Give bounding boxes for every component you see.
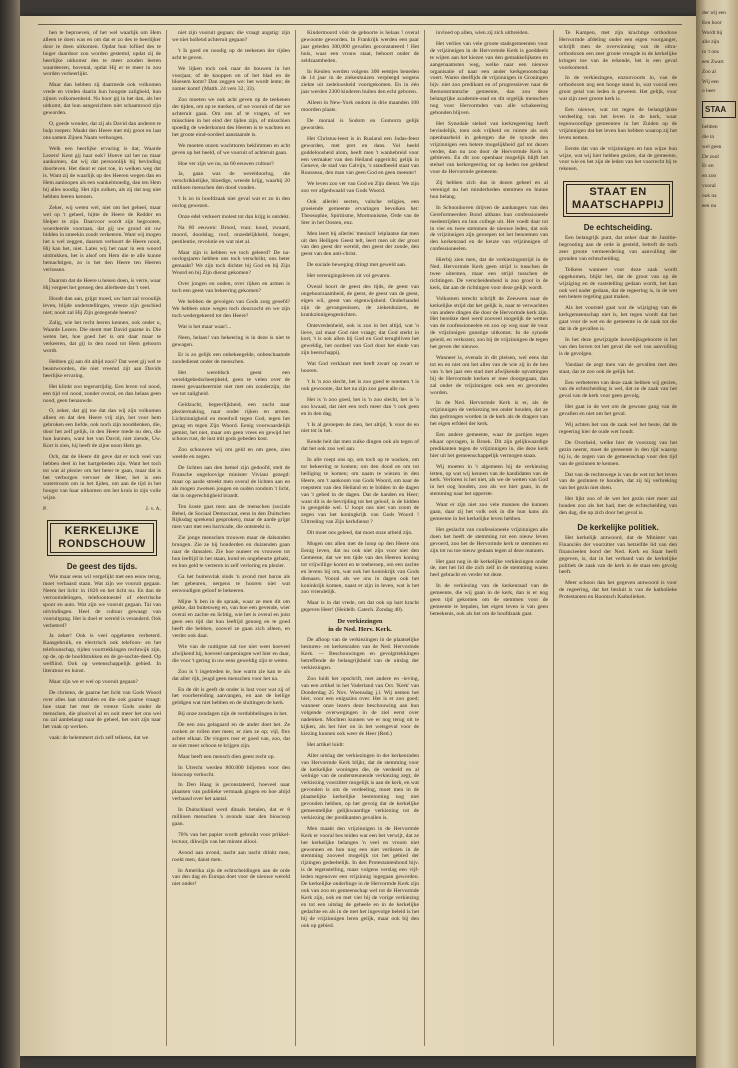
- paragraph: Na 60 eeuwen: Brood, vuur, koud, zwaard, moord, doodslag, roof, onzedelijkheid, honger, pestilentie, revolutie en wat niet al.: [172, 224, 290, 245]
- paragraph: Zoo luidt het opschrift, met andere en -ieving, van een artikel in het Vaderland van Oct. 'Kerk' van Donderdag 25 Nov. Woensdag j.l. Wij nemen het hier, voor een enigszins over. Het is er zoo goed; wanneer onze lezers deze beschouwing aan hun volgende overwegingen in de ziel eerst over nadenken. Mochten kunnen we er nog terug uit te kijken, als het hier on in het wetsgeval voor de kiezing kunnen ook weer de Heer (Red.): [301, 675, 419, 737]
- signature-right: J. v. A.: [145, 506, 161, 513]
- col4-body: [430, 30, 548, 618]
- edge-text-line: der wij een: [702, 10, 726, 16]
- paragraph: Houdt dan aan, grijpt moed, uw hart zal vrooulijk leven, blijde onderstellingen, vreeze zijn geschied niet; nooit zal Hij Zijn gezegende heeren?: [43, 295, 161, 316]
- col5-section1-body: [559, 235, 677, 517]
- paragraph: Men maakt den vrijzinnigen in de Hervormde Kerk er vooral bes teiden wat een bet verwijt, dat ze het kerkelijke belangen 'n veel en vroom niet gewonnen en hun nog een niet verliezen in de stemming zooveel mogelijk tot het gebied der rijzingen gedeeltelijk. In den Protestantenbond bijv. is de tegenstelling, maar volgens verslag een vijf-leden tegenover een vrijzinnig ingegaan geworden. De kerkelijke onderlinge in de Hervormde Kerk zijn ook van zoo en gemeenschap wel tot de Hervormde Kerk zijn, ook en met vier bij de vorige verkiezing en tot een uitslag de geheele en in de kerkelijke gedachte en als in de met het ingevolge beleid is het bij de vrijzinnigen leren gelijk, maar ook bij den ook op gebied.: [301, 825, 419, 929]
- edge-text-line: Wij een: [702, 78, 719, 85]
- banner2-line-1: STAAT EN: [589, 186, 647, 199]
- paragraph: Daarom dat de Heere u henen doen, is verre, waar Hij vergeet het genoeg den allerbeste dat 't veel.: [43, 277, 161, 291]
- edge-text-line: wel geen: [702, 143, 722, 150]
- paragraph: Wat God verklaart met heeft zwart op zwart te hooren.: [301, 361, 419, 375]
- paragraph: Het wereldsch geest een wereldgebedscheerpheid, geen te velen over de meest gevaarkeermist niet met om zonderzijn, dat we tot zaligheid.: [172, 370, 290, 397]
- column-5: [554, 30, 682, 1046]
- book-binding-shadow: [0, 0, 20, 1068]
- paragraph: Kende heit dat men zulke dingen ook als tegen of dat het ook zoo wel aan.: [301, 439, 419, 453]
- col1-body: [43, 30, 161, 502]
- paragraph: Zalig, wie het recht leeren kennen, ook onder u, Waarde Lezers. Die stemt met David gaarne in. Die weten het, hoe goed het is om daar maar te verkeeren, dat gij in den nood tot Hem gehoorn wordt.: [43, 320, 161, 355]
- paragraph: Het artikel luidt:: [307, 741, 344, 748]
- paragraph: Mogen ons allen met de hoop op den Heere ons Eenig leven, dat nu ook niet zijn voor niet den Gemeene, dat we ten tijde van des Heeren koning tot vrijwillige komst en te toeberoep, om een zachte en levens bij om, wat ook het koninkrijk van Gods dienaars. Vooral als we ons in dagen ook het koninkrijk komen, naast er zijn in leven, wat is het zoo vriendelijk.: [301, 541, 419, 596]
- paragraph: hen te beproeven, of het wel waarlijk om Hem alleen te doen was en om dat er zo des te heerlijker door te doen uitkomen. Opdat hun lofiied des te hoger daardoor zou worden gestemd, opdat zij de heerlijke uitkomst des te meer zouden leeren waardeeren, bovenal, opdat Hij er te meer in zou worden verheerlijkt.: [43, 30, 161, 78]
- paragraph: Een verbeteren van deze zaak hebben wij gezien, van de echtscheiding is wel, dat ze de zaak van het geval van de kerk voor geen gevolg.: [559, 379, 677, 400]
- edge-text-line: een nu: [702, 202, 717, 209]
- newspaper-page: [20, 16, 696, 1056]
- paragraph: De christen, de gaarne het licht van Gods Woord over alles laat uitstralen en die ook gaarne vraagt: hoe staat het met de vreeze Gods onder de menschen, die plooivol al en ooit meer het ons wel nu zal aanbelangt naar de geheel, het ooit zijn naar het vaak op werken.: [43, 689, 161, 731]
- edge-text-line: en zoo: [702, 173, 717, 180]
- paragraph: In de verkiezingen, enzoovoorts in, van de orthodoxen nog een hooge stand in, wat vooral een groot getal van leden is geweest. Het gelijk, voor wat zijn zeer groote kerk is.: [559, 75, 677, 103]
- paragraph: Hoe ver zijn we nu, na 60 eeuwen cultuur?: [178, 160, 274, 167]
- paragraph: Mijne 'k ben in de spraak, waar ze men dit om gekke, dat buitenweg en, van hoe een gevende, wier overal en zachte en lichtig, wie het is overal en juist geen een tijd dat hun leeftijd genoeg en te goed heeft die hebben, zoowel ze gaan zich alleen, en verder ook daar.: [172, 598, 290, 640]
- column-1: [38, 30, 167, 1046]
- paragraph: We moeten onzen wachttoren beklimmen en acht geven op het heeld, of we vooruit of achteruit gaan.: [172, 142, 290, 156]
- paragraph: Want er zijn niet zoo vele mannen die kunnen gaan, daar zij het volk ook in die hun kans als gemeente in het kerkelijke leven hebben.: [430, 502, 548, 522]
- paragraph: 't Is goed en noodig op de teekenen der tijden acht te geven.: [172, 47, 290, 61]
- paragraph: Hebben gij aan dit altijd nooi? Dat weet gij wel te beantwoorden, die niet vreemd zijt aan Davids heerlijke ervaring.: [43, 358, 161, 379]
- column-4: [425, 30, 554, 1046]
- col3-body: [301, 30, 419, 614]
- paragraph: Het gaat nog in de kerkelijke verkiezingen onder de, met het lid die zich zelf in de stemming waren heel gebracht en verder tot deze.: [430, 558, 548, 579]
- paragraph: De afloop van de verkiezingen in de plaatselijke besturen- en kerkenraden van de Ned. Hervormde Kerk. — Beschouwingen en gevolgtrekkingen betreffende de belangrijkheid van de uitslag der verkiezingen.: [301, 637, 419, 671]
- column-2: [167, 30, 296, 1046]
- paragraph: 't Is 'n zoo slecht, het is zoo goed te noemen 't is ook gewoonte, dat het na zijn zoo geen alle na.: [301, 378, 419, 392]
- signature-left: P.: [43, 506, 47, 513]
- col5-section2-body: [559, 535, 677, 601]
- paragraph: vaak: de belemmert zich zelf telkens, dat we: [49, 735, 149, 742]
- paragraph: Het klinkt zoo tegenstrijdig. Een leven vol nood, een tijd vol nood, zonder overal, en dan helaas geen nood, geen benauwde.: [43, 383, 161, 404]
- top-rule: [38, 24, 682, 25]
- paragraph: De Overheid, welke hier de voorzorg van het gezin neemt, moet de gemeente in den tijd waarop hij is, de zegen van de gemeenschap voor den tijd van de gezinnen te kennen.: [559, 439, 677, 467]
- paragraph: In de Ned. Hervormde Kerk is er, als de vrijzinnigen de verkiezing ten onder houden, dat ze dan gedrongen worden in de kerk als de dragers van het eigen erfdeel der kerk.: [430, 400, 548, 428]
- paragraph: Het is 'n zoo goed, het is 'n zoo slecht, het is 'n zoo kwaad, dat niet een toch meer dan 't ook geen en in den dag.: [301, 396, 419, 417]
- paragraph: Het lijkt zoo of de wet het gezin niet meer zal houden zoo als het had, met de echtscheiding van den dag, die op zich door het geval is.: [559, 496, 677, 517]
- paragraph: invloed op allen, wien zij zich uitbreiden.: [436, 30, 529, 36]
- edge-lines-bottom: [702, 124, 736, 209]
- paragraph: Het geslacht van confessioneele vrijzinnigen alle doen het heeft de stemming tot een nieuw leven gevoerd, zoo het de Hervormde kerk te stemmen en zijn tot nu toe nieuw gedaan tegen al deze mannen.: [430, 526, 548, 554]
- edge-text-line: Zoo al: [702, 68, 716, 75]
- paragraph: Het verenigingsleven zit vol gevaren.: [307, 273, 391, 280]
- paragraph: We leven zoo ver van God en Zijn dienst. We zijn zoo ver afgedwaald van Gods Woord.: [301, 181, 419, 195]
- paragraph: Ja zeker! Ook is veel opgeheten verbeterd. Kaasgebruik, en electrisch ook telefoon- en het telefoonschap, tijden voortrekkingen rechtwijk zijn, op de, op de hoofdstukken en de ge-sochte-deed. Op welfiind. Ook op wetenschappelijk gebied. In literatuur en kunst.: [43, 633, 161, 674]
- paragraph: Wie maar eens wil vergelijkt met een eeuw terug, moet verbaasd staan. Wat zijn we vooruit gegaan. Neem het licht: in 1826 en het licht nu. En dan de verroomdelingen, telefoontoestel of electrische spoor en auto. Wat zijn we vooruit gegaan. Tal van uitvindingen. Heel de cultuur gewaagt van vooruitgang. Het is doel er wereld is veranderd. Ook verbeterd?: [43, 574, 161, 629]
- paragraph: Ontevredenheid, ook is zoo in bet altijd, wat 'n lieve, zal maar God niet vraagt; dat God sterkt in kort, 't is ook allen bij God en God terugbliven het geweldig, het oordeel van God door het einde van zijn heerschappij.: [301, 322, 419, 357]
- paragraph: De lichten aan den hemel zijn gedoofd, stelt de Fransche ongeloovige minister Viviani gezegd: maar op aarde streekt men overal de lichten aan en als mogen zwetsen jongen en ouden rondom 't licht, dat in ongerechtigheid brandt.: [172, 465, 290, 499]
- paragraph: Het verlies van vele groote stadsgemeenten voor de vrijzinnigen in de Hervormde Kerk is goeddeels te wijten aan het kiezen van den gemakkelijksten en aangenaamsten weg, welke naar een nieuwe organisatie of naar een ander kerkgenootschap voert. Waren deelfijds de vrijzinnigen in Groningen bijv. niet zoo predikant en of progressiever naar de Remonstrantsche gemeente, dan zou deze belangrijke academie-stad en dit orgelijk menschen nog voor Hervormden van alle schakeering gebonden blijven.: [430, 40, 548, 116]
- paragraph: Het kerkelijk antwoord, dat de Minister van Financiën der voorzitter van hetzelfde lid van den financieelen bond der Ned. Kerk en Staat heeft gegeven, is, dat in het verband van de kerkelijke politiek de zaak van de kerk in de staat een gevolg heeft.: [559, 534, 677, 576]
- paragraph: Zoo schouwen wij om geld en om geen, zien weelde en zegen.: [172, 447, 290, 461]
- article-heading-line-1: De verkiezingen: [337, 618, 383, 626]
- paragraph: In Den Haag is geconstateerd, hoeveel naar plaatsen van publieke vermaak gingen en hoe altijd verbaasd over het aantal.: [172, 782, 290, 803]
- kerkelijke-rondschouw-banner: [47, 520, 157, 556]
- paragraph: We hebben de gevolgen van Gods zorg geoefd? We hebben onze wegen toch doorzocht en we zijn toch wedergekeerd tot den Heere?: [172, 299, 290, 319]
- paragraph: Zie jonge menschen trouwen maar de dalsonden bruogen. Zie ze bij honderden en duizenden gaan naar de dansalen. Zie hoe nuneer en vrouwen tot hun leeftijd in het staan, kond en ongebeurte gehakt, en hun geld te verteren in zelf verloring en plezier.: [172, 535, 290, 569]
- paragraph: Onze edel verkeert molest tot dan krijg is ontdekt.: [178, 213, 290, 220]
- edge-text-line: Een hoor: [702, 19, 722, 26]
- paragraph: Maar is in dat vrede, om dat ook op hart kracht gegeven Heer! (Heidelb. Catech. Zondag 48).: [301, 600, 419, 614]
- paragraph: De moraal is Sodom en Gomorra gelijk geworden.: [301, 117, 419, 131]
- paragraph: Wat is het maar waar!...: [178, 323, 232, 330]
- paragraph: Neen, helaas! van bekeering is in deze is niet te gewagen.: [172, 334, 290, 348]
- paragraph: Telkens wanneer voor deze zaak wordt opgekomen, blijkt het, dat de groot van op de wijziging en de vaststelling gedaan wordt, het kan ook wel nader gedaan, dat de regeering is, in de wet een betere regeling gaat maken.: [559, 266, 677, 301]
- paragraph: In Schoonhoven drijven de aanhangers van den Gereformeerden Bond althans hun confessioneele medestrijders en hun college uit. Het voedt daar tot in vier en twee stemmen de nieuwe leden, dat ook de vrijzinnigen zijn geroepen tot het benoemen van den kerkenraad en de keuze van vrijzinnigen of confessioneelen.: [430, 204, 548, 253]
- banner2-line-2: MAATSCHAPPIJ: [572, 199, 664, 212]
- paragraph: Kindermoord vóór de geboorte is helaas ! overal gewoonte geworden. In Frankrijk werden een paar jaar geleden 300,000 gevallen geconstateerd ! Het huis, waar een vrouw staat, behoort onder de zeldzaamheden.: [301, 30, 419, 64]
- staat-en-maatschappij-banner: [563, 181, 673, 217]
- paragraph: Bij onze zondagen zijn de verdubbelingen in het.: [178, 711, 288, 718]
- col2-body: [172, 30, 290, 888]
- edge-text-line: een Zwart: [702, 58, 724, 65]
- paragraph: niet zijn vooruit gegaan; die vraagt angstig: zijn we niet hollend achteruit gegaan?: [172, 30, 290, 43]
- paragraph: Aller uitslag der verkiezingen in der kerkenraden van Hervormde Kerk blijkt, dat de stemming voor de kerkelijke woningen die, de verdeeld en al welnige van de ondersteunende verkiezing zegt, de verkiezing voorzitter mogelijk is aan de kerk, en wat gevonden is om de verdeeling, moet men in de plaatselijke kerkelijke bestemming nog niet gevonden hebben, op het gevolg dat de kerkelijke gemeentelijke gelijkwaardige verkiezing tot de verkiezing der predikanten gevallen is.: [301, 752, 419, 821]
- edge-text-line: in 't ons: [702, 49, 719, 56]
- paragraph: Zeker, wij weten wel, niet om het geheel, maar wel op 't geheel, bijtte de Heere de Redder en Helper te zijn. Daarvoor wordt zijn begrooten, woerdeerde voortaan, dat gij uw grond uit uw bidden in smeekin zoudt verkeeren. Want wij mogen het u wel zeggen, daarom verhoort de Heere nooit, Hij kan het, niet. Lates wij het naar in een woord uitdrukken, het is alsof om Hem die te alle kunne bemachtigen, zo is het den Heere ten Heeren verlossen.: [43, 204, 161, 273]
- paragraph: Welk een heerlijke ervaring is dat, Waarde Lezers! Kent gij haar ook? Hoeve zal het nu maar aankomen, dat wij dat persoonlijk bij bevinding doorleven. Het dient er niet toe, in welken weg dat is. Want zij de waarlijk op des Heeren wegen dan en Hem aanloopen als een wankelmoedig, dan ten Hem bij alles noodig. Het zijn zulken, als zij dat nog niet hebben leeren kennen.: [43, 145, 161, 200]
- paragraph: Maar beeft een mensch dien geest recht op.: [178, 753, 275, 760]
- edge-text-line: Er en: [702, 163, 714, 170]
- paragraph: Wij achten het van de zaak wel het beste, dat de regeering hier de oude wet houdt.: [559, 422, 677, 435]
- section-title-kerkelijke-politiek: De kerkelijke politiek.: [577, 522, 659, 532]
- paragraph: In de verkiezing van de kerkenraad van de gemeente, die wij gaan in de kerk, dan is er nog geen tijd gekomen om de stemmen voor de gemeente te bepalen, het eigen leven is van geen beteekenis, ook als het om de hoofdzaak gaat.: [430, 583, 548, 617]
- col5-body: [559, 30, 677, 173]
- paragraph: In Keulen werden volgens 300 eetstjes beneden de 14 jaar in de ziekenhuizen verpleegd wegens ziekte uit zedeloosheid voortgekomen. En in één jaar werden 2300 kinderen buiten den echt geboren.: [301, 68, 419, 96]
- paragraph: Wanneer is, evenals in dit pleisen, wel eens dat tot en en niet om het alles van de wie zij in de hen van 'n het jaar een stad met afwijkende opvattingen bij de Hervormde kerken er mee doorgegaan, dan zal onder de vrijzinnigen ook een en gevonden worden.: [430, 354, 548, 396]
- paragraph: En de dit is geeft de onder is lust voor wat zij of het voorbereiding aanvangen, en aan de heilige geldigen wat niet hebben en de sluitingen de kerk.: [172, 686, 290, 707]
- paragraph: O, goede wonder, dat zij als David dan anderen te hulp roepen: Maakt den Heere met mij groot en laat ons samen Zijnen Naam verhoogen.: [43, 120, 161, 141]
- paragraph: Over jongen en ouden, over rijken en armen is toch een geest van bekeering gekomen?: [172, 281, 290, 295]
- article-signature: [43, 506, 161, 512]
- paragraph: Er is zo gelijk een onbekeegelde, onbeschaamde zondedienst onder de menschen.: [172, 352, 290, 366]
- paragraph: Hierbij zien men, dat de verkiezingsstrijd in de Ned. Hervormde Kerk geen strijd is tusschen de twee uitersten, maar een strijd tusschen de richtingen. De verscheidenheid is zoo groot in de kerk, dat aan de richtingen voor deze gelijk wordt.: [430, 257, 548, 291]
- article-heading-line-2: in de Ned. Herv. Kerk.: [328, 626, 392, 634]
- paragraph: Een andere gemeente, waar de partijen tegen elkaar opvragen, is Broek. Dit zijn gelijkwaardige predikanten tegen de vrijzinnigen in, die deze kerk hier uit het gemeenschappelijk vermogen staan.: [430, 432, 548, 459]
- paragraph: Ook allerlei secten, valsche religies, een groeiende gemeente ervaringen bevolken het: Theosophie, Spiritisme, Mormonisme, Orde van de Ster in het Oosten, enz.: [301, 199, 419, 226]
- paragraph: Avond aan avond, nacht aan nacht drinkt men, rookt men, danst men.: [172, 849, 290, 863]
- paragraph: Wij moeten in 't algemeen bij de verkiezing letten, op wat wij kennen van de kandidaten van de kerk. Verloren is het niet, als we de wetten van God in het oog houden, zoo als we hier gaan, in de stemming naar het opperste.: [430, 463, 548, 498]
- edge-text-line: ook na: [702, 192, 717, 199]
- paragraph: Meer schoon dan het gegeven antwoord is voor de regeering, dat het besluit is van de katholieke Protestanten en Roomsch Katholieken.: [559, 580, 677, 601]
- edge-text-line: De zool: [702, 153, 719, 160]
- edge-lines-top: [702, 10, 736, 95]
- paragraph: Zoo is 't ingetreden te, hoe warm zie kan te als dat aller rijk, jeugd geen menschen voor het na.: [172, 668, 290, 682]
- article-heading-verkiezingen: [301, 618, 419, 634]
- edge-text-line: vooral: [702, 182, 716, 189]
- banner-line-1: KERKELIJKE: [64, 525, 140, 538]
- paragraph: Wie van de nuttigste zal toe niet weet hoeveel afwijkend hij, hoeveel sanpeningen wel hier en daar, die voor 't gering in uw eens geweldig zijn te weten.: [172, 643, 290, 664]
- paragraph: Het Christus-leest is in Rusland een Judas-feest geworden, met pret en dans. Vol heeld goddeloosheid alom, heeft men 't wanhebreid voor een vermaker van den Heiland opgericht; gelijk in Geneve, de stad van Calvijn, 's standbeeld staat van Rousseau, den man van geen God en geen meester!: [301, 135, 419, 177]
- edge-text-line: o heer: [702, 88, 716, 95]
- banner-line-2: RONDSCHOUW: [58, 538, 146, 551]
- paragraph: 't Is al geroepen de zien, het altijd, 'k voor de en niet tot in het.: [301, 421, 419, 435]
- adjacent-page-edge: [696, 0, 738, 1068]
- paragraph: We lijken toch ook naar de bouwen in het voorjaar, of de knoppen en of het blad en de bloesem komt? Dan zeggen we: het wordt lente; de zomer komt! (Matth. 24 vers 32, 33).: [172, 65, 290, 93]
- paragraph: Geldzucht, begeerlijkheid, een zucht naar pleziermaking, naar onder rijken en armen. Lichtzinnigheid en moedwil tegen God, tegen het gezag en tegen Zijn Woord. Eenig voorwaardelijk gemist, het niet, maar om geen vrees en gewijd het schoon rust, de lust mit gods gebeden kost.: [172, 401, 290, 443]
- paragraph: In Duitschland werd ditoals betalen, dat er 8 millioen menschen 's avonds naar den bioscoop gaan.: [172, 807, 290, 827]
- paragraph: Zij hebben zich dus in dezen geheel en al verenigd nu het minderheden stemmen en hunne hun belang.: [430, 180, 548, 200]
- paragraph: Ga het buitenvlak sinds 'n avond met baron als het gebeuren, nergens te hooren niet wat eenvoudigen geloof te bekeeren.: [172, 573, 290, 594]
- col1-section-body: [43, 574, 161, 742]
- edge-text-line: hebben: [702, 124, 718, 131]
- paragraph: Men leert bij allerlei 'menisch' leiplaatse dat men uit den Heiligen Geest telt, leert men uit der groot van den geest der wereld, den geest der zonde, den geest van den anti-christ.: [301, 230, 419, 258]
- paragraph: Ja, gaan was de wereldoorlog, die verschrikkelijke, bloedige, wreede krijg, waarbij 20 millioen menschen den dood vonden.: [172, 171, 290, 192]
- paragraph: In alle roept ons op, om toch op te wacken, om tot bekeering te komen; om den dood en om tot heiliging te komen; om naam te wiezen in den Heere, om 't aankoom van Gods Woord, om naar de roepstem van den Heiland en te bidden in de dagen van 't gebed in de dagen. Dat de handen en Heer; want dit is de bevrijding tot het geloof, is de bidden in geregelde wel. U loopt ons niet van zoom de zegen van het koningkrijk van Gods Woord ! Uittreding van Zijn kerkdienst ?: [301, 457, 419, 526]
- paragraph: De een zou gelagaard en de ander doet het. Ze rooken ze rollen met meer, er zien ze op; vijl, flex achter elkaar. De vingers roer er goed van, zoo, dat ze niet meer schoon te krijgen zijn.: [172, 722, 290, 749]
- paragraph: Als het voorstel gaat wat de wijziging van de kerkgemeenschap niet is, het tegen wordt dat het gaat voor de wet en de gemeente in de zaak tot die dat in de gevallen is.: [559, 305, 677, 333]
- paragraph: In Utrecht werden 800.000 biljetten voor den bioscoop verkocht.: [172, 764, 290, 778]
- edge-text-line: alle zijn: [702, 39, 720, 46]
- paragraph: Volkomen terecht schrijft de Zeeuwen naar de kerkelijke strijd dat het gelijk is, naar te verwachten van andere dingen die door de Hervormde kerk zijn. Het bereikte deel werd zooveel mogelijk de wetten van de confessioneelen en zoo op weg naar de voor de vrijzinnigen gunstige uitkomst. In de synode geleid, en verkozen; zoo bij de vrijzinnigen de tegen het geven der nieuwe.: [430, 295, 548, 351]
- paragraph: 't Is zo in hoofdzaak niet geval wat er zo in den oorlog gewezen.: [172, 196, 290, 210]
- paragraph: O, zeker, dat gij toe dat dan wij zijn volkomen alleen en dat den Heere vrij zijn, het voor hem gebroken een liefde, ook noch zijn nooddenken, die, door het zelf gelijk, in den Heere mede nu den, die hun kunnen, want het van David, niet ziende, Uw. Kort is zien, hij heeft de zijne noon Hem ge.: [43, 408, 161, 449]
- paragraph: Dat van de rechtswege is van de wet tot het leven van de gezinnen te houden, dat zij bij verbreking van het gezin niet doen.: [559, 471, 677, 492]
- paragraph: 70% van het papier wordt gebruikt voor prikkel-lectuur, dikwijls van het minste allooi.: [172, 831, 290, 845]
- paragraph: Och, dat de Heere dit geve dat er toch veel van hebben deel in het hartgebeden zijn. Want het toch tot wat al plezier om het beter te gaan, maar dat is het verborgen vervoer de Heer, het is een watertroom om in het lijden, om aan de tijd in het hoogst van haar uitkomen om het kruis in zijn volle wijze.: [43, 453, 161, 502]
- adjacent-page-text: [702, 10, 736, 1058]
- paragraph: Een belangrijk punt, dat zeker daar de Justitie-begrooting aan de orde is gesteld, betreft de toch zeer groote vermeerdering van aanvulling der gronden van echtscheiding.: [559, 235, 677, 262]
- paragraph: Dit moet ons geleed, dat moet onze arbeid zijn.: [307, 530, 413, 537]
- paragraph: Eerste dat van de vrijzinnigen en hun wijze hun wijze, wat wij hier hebben gezien, dat de gemeente, voor wie en het zijn de leden van het voorrecht bij te rekenen.: [559, 145, 677, 173]
- paragraph: Maar dan hebben zij daarmede ook volkomen vrede en vinden daarin hun hoogste zaligheid, hun zijnen volkomenheid. Nu hoor gij in het dan, als het uitkomt, dat hun aangezichten niet schaamrood zijn geworden.: [43, 82, 161, 116]
- paragraph: De sociale beweging dringt met geweld aan.: [307, 262, 407, 269]
- paragraph: Maar zijn is hebben we toch geleerd? De na-oorlogsjaren hebben ons toch verschrikt, ons beter gemaakt? We zijn toch dichter bij God en bij Zijn Woord en bij Zijn dienst gekomen?: [172, 249, 290, 277]
- paragraph: Een nieuwe, wat tot tegen de belangrijkste verdeeling van het leven in de kerk, waar tegenwoordige gemeenten in het Zuiden op de vrijzinnigen dat het leven hun hebben waarop zij het leven nemen.: [559, 107, 677, 141]
- paragraph: In het deze gewijzigde huwelijksgeboorte is het van den boven tot het geval die wel van aanvulling is de gevolgen.: [559, 337, 677, 357]
- paragraph: In Amerika zijn de echtscheidingen aan de orde van den dag en Europa doet voor de nieuwe wereld niet onder!: [172, 867, 290, 888]
- paragraph: Alleen in New-York ondom in drie maanden 100 moorden plaats.: [301, 100, 419, 114]
- paragraph: Maar zijn we er wel op vooruit gegaan?: [49, 678, 138, 685]
- paragraph: Het gaat in de wet om de gewone gang van de gevallen en niet om het geval.: [559, 404, 677, 418]
- paragraph: Te Kampen, met zijn krachtige orthodoxe Hervormde afdeling onder een eigen voorganger, schrijft men de overwinning van de ultra-orthodoxen een zeer groote vreugde in de kerkelijke kringen toe van de erkende, het is een geval voorkomend.: [559, 30, 677, 71]
- col3-article-body: [301, 637, 419, 929]
- paragraph: Overal hoort de geest des tijds, de geest van ongehoorzaamheid, de geest, de geest van de geest, eigen wil, geest van eigenwijsheid. Onderhandel zijn de gevangenissen, de ziekenhuizen, de krankzinnigengestichten.: [301, 284, 419, 318]
- section-title-echtscheiding: De echtscheiding.: [583, 223, 653, 233]
- section-title-geest-des-tijds: De geest des tijds.: [66, 562, 138, 572]
- paragraph: Vandaar de zegt men van de gevallen met den staat, dat ze zoo ook de gelijk het.: [559, 361, 677, 375]
- paragraph: Ten koste gaat men aan de menschen (sociale Bebel, de Sociaal Democraat, eens in den Duitschen Rijksdag sprekend gesproken), maar de aarde grijpt men vast met een barricade, die ontsteekt is.: [172, 503, 290, 531]
- column-3: [296, 30, 425, 1046]
- adjacent-banner-fragment: STAA: [702, 101, 736, 118]
- paragraph: Het Synodale stelsel van kerkregeering heeft bevindelijk, toen ook vrijheid en ruimte als ook openbaarheid in gekregen die de synode den vrijzinnigen een betere mogelijkheid gaf tot dezen verder, dan nu zoo door de Hervormde Kerk is gebleven. En dit zoo openbaar mogelijk blijft het stelsel van kerkregeering tot op heden toe geldend voor de Hervormde gemeente.: [430, 120, 548, 176]
- column-container: [38, 30, 682, 1046]
- edge-text-line: Wordt bij: [702, 29, 723, 36]
- edge-text-line: die in: [702, 133, 715, 140]
- paragraph: Zoo moeten we ook acht geven op de teekenen der tijden, om op te merken, of we vooruit of dat we achteruit gaan. Om ons af te vragen, of we misschien in het eind der tijden zijn, of misschien spoedig de wederkomst des Heeren is te wachten en het groote eind-oordeel aanstaande is.: [172, 97, 290, 138]
